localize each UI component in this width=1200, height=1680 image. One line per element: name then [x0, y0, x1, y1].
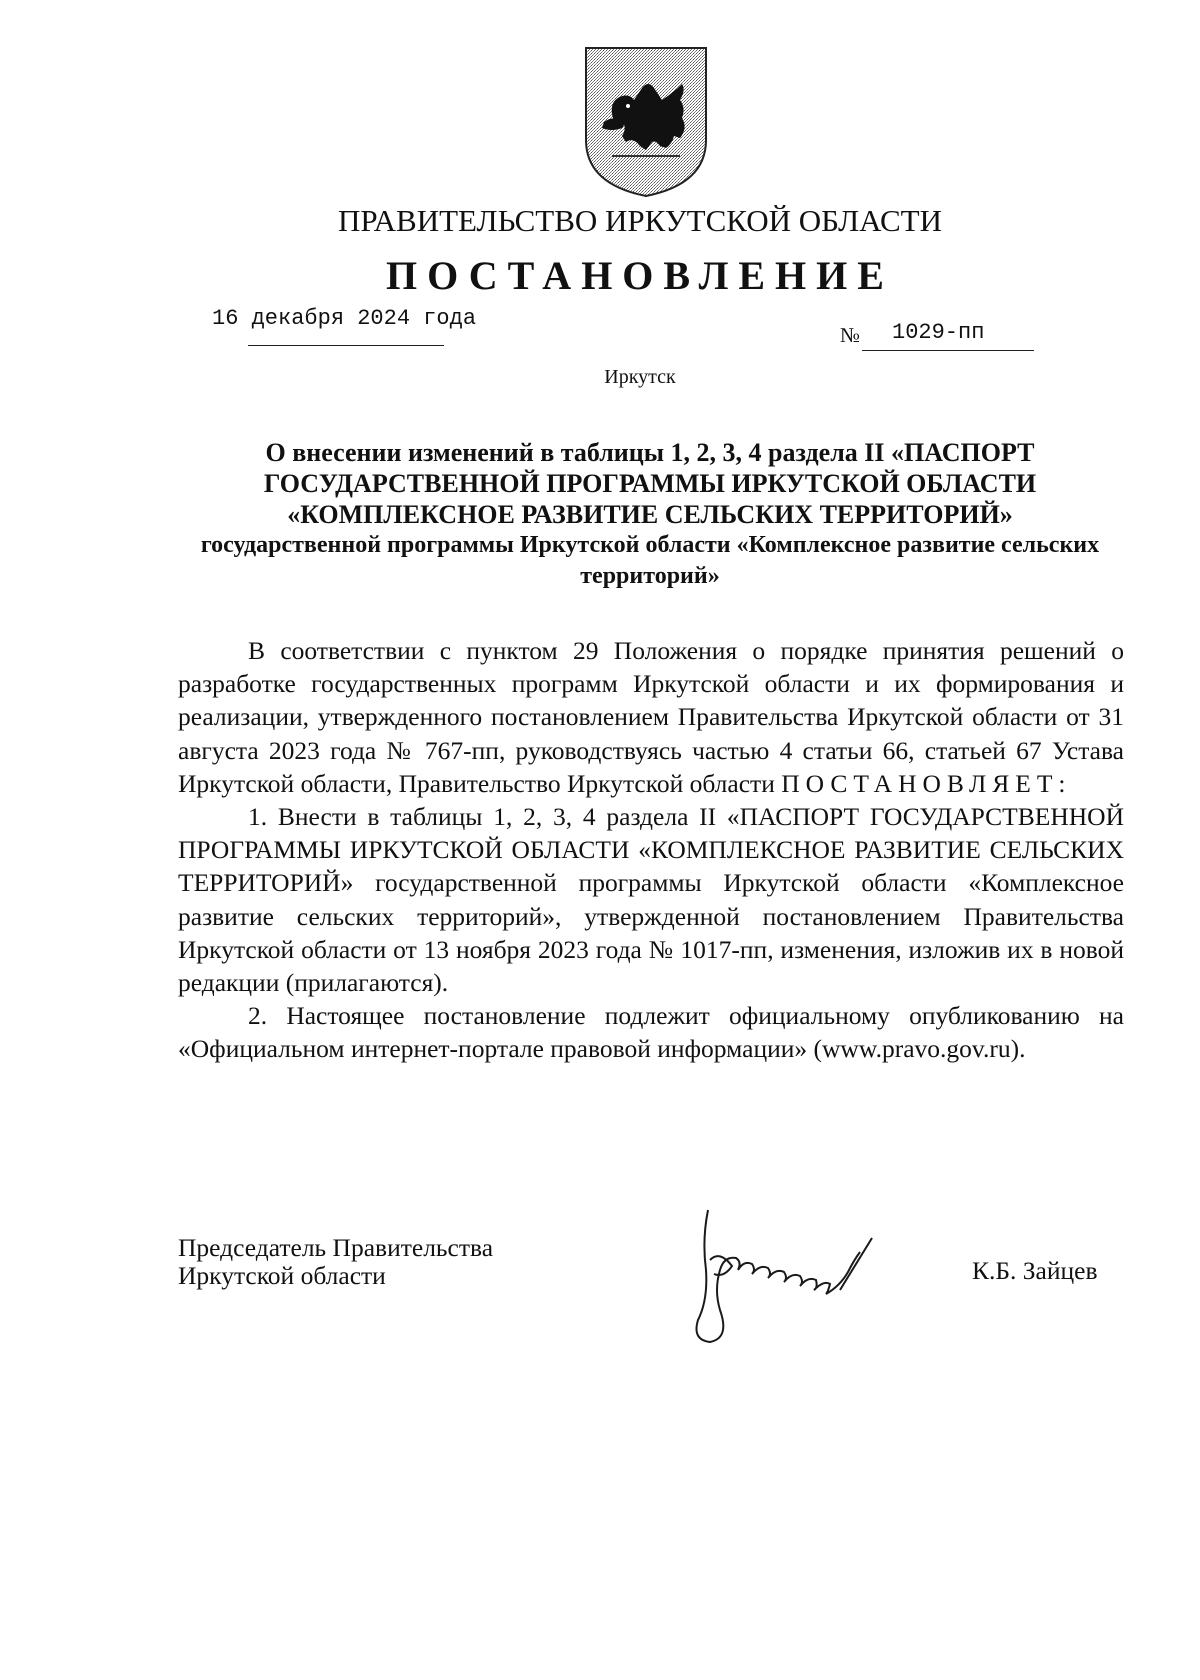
number-sign: № — [840, 323, 861, 347]
document-body — [178, 634, 1124, 1066]
signer-position-line-2: Иркутской области — [178, 1261, 386, 1290]
decree-word: ПОСТАНОВЛЯЕТ: — [781, 768, 1072, 798]
document-date — [212, 306, 476, 331]
city-name: Иркутск — [604, 366, 676, 388]
preamble-paragraph — [178, 634, 1124, 800]
signer-position — [178, 1234, 493, 1290]
document-number: 1029-пп — [892, 320, 985, 345]
document-heading — [180, 437, 1120, 592]
signer-name: К.Б. Зайцев — [972, 1256, 1098, 1285]
preamble-text: В соответствии с пунктом 29 Положения о порядке принятия решений о разработке государственных программ Иркутской области и их формирования и реализации, утвержденного постановлением Правительства Иркутской области от 31 августа 2023 года № 767-пп, руководствуясь частью 4 статьи 66, статьей 67 Устава Иркутской области, Правительство Иркутской области — [178, 636, 1124, 798]
date-value: 16 декабря 2024 года — [212, 306, 477, 331]
heading-line-1: О внесении изменений в таблицы 1, 2, 3, 4 раздела II «ПАСПОРТ — [265, 438, 1035, 467]
date-underline — [248, 345, 444, 346]
handwritten-signature — [680, 1200, 910, 1350]
item-1-paragraph: 1. Внести в таблицы 1, 2, 3, 4 раздела II «ПАСПОРТ ГОСУДАРСТВЕННОЙ ПРОГРАММЫ ИРКУТСКОЙ ОБЛАСТИ «КОМПЛЕКСНОЕ РАЗВИТИЕ СЕЛЬСКИХ ТЕРРИТОРИЙ» государственной программы Иркутской области «Комплексное развитие сельских территорий», утвержденной постановлением Правительства Иркутской области от 13 ноября 2023 года № 1017-пп, изменения, изложив их в новой редакции (прилагаются). — [178, 802, 1124, 998]
number-underline — [862, 350, 1034, 351]
item-2-paragraph: 2. Настоящее постановление подлежит официальному опубликованию на «Официальном интернет-портале правовой информации» (www.pravo.gov.ru). — [178, 1001, 1124, 1064]
government-name: ПРАВИТЕЛЬСТВО ИРКУТСКОЙ ОБЛАСТИ — [337, 203, 942, 238]
heading-line-4: государственной программы Иркутской области «Комплексное развитие сельских территорий» — [200, 532, 1100, 589]
heading-line-2: ГОСУДАРСТВЕННОЙ ПРОГРАММЫ ИРКУТСКОЙ ОБЛАСТИ — [263, 469, 1037, 498]
document-type: ПОСТАНОВЛЕНИЕ — [386, 253, 894, 298]
coat-of-arms-emblem — [582, 44, 710, 198]
signer-position-line-1: Председатель Правительства — [178, 1233, 494, 1262]
document-number-sign — [840, 322, 860, 348]
heading-line-3: «КОМПЛЕКСНОЕ РАЗВИТИЕ СЕЛЬСКИХ ТЕРРИТОРИЙ» — [287, 500, 1013, 529]
